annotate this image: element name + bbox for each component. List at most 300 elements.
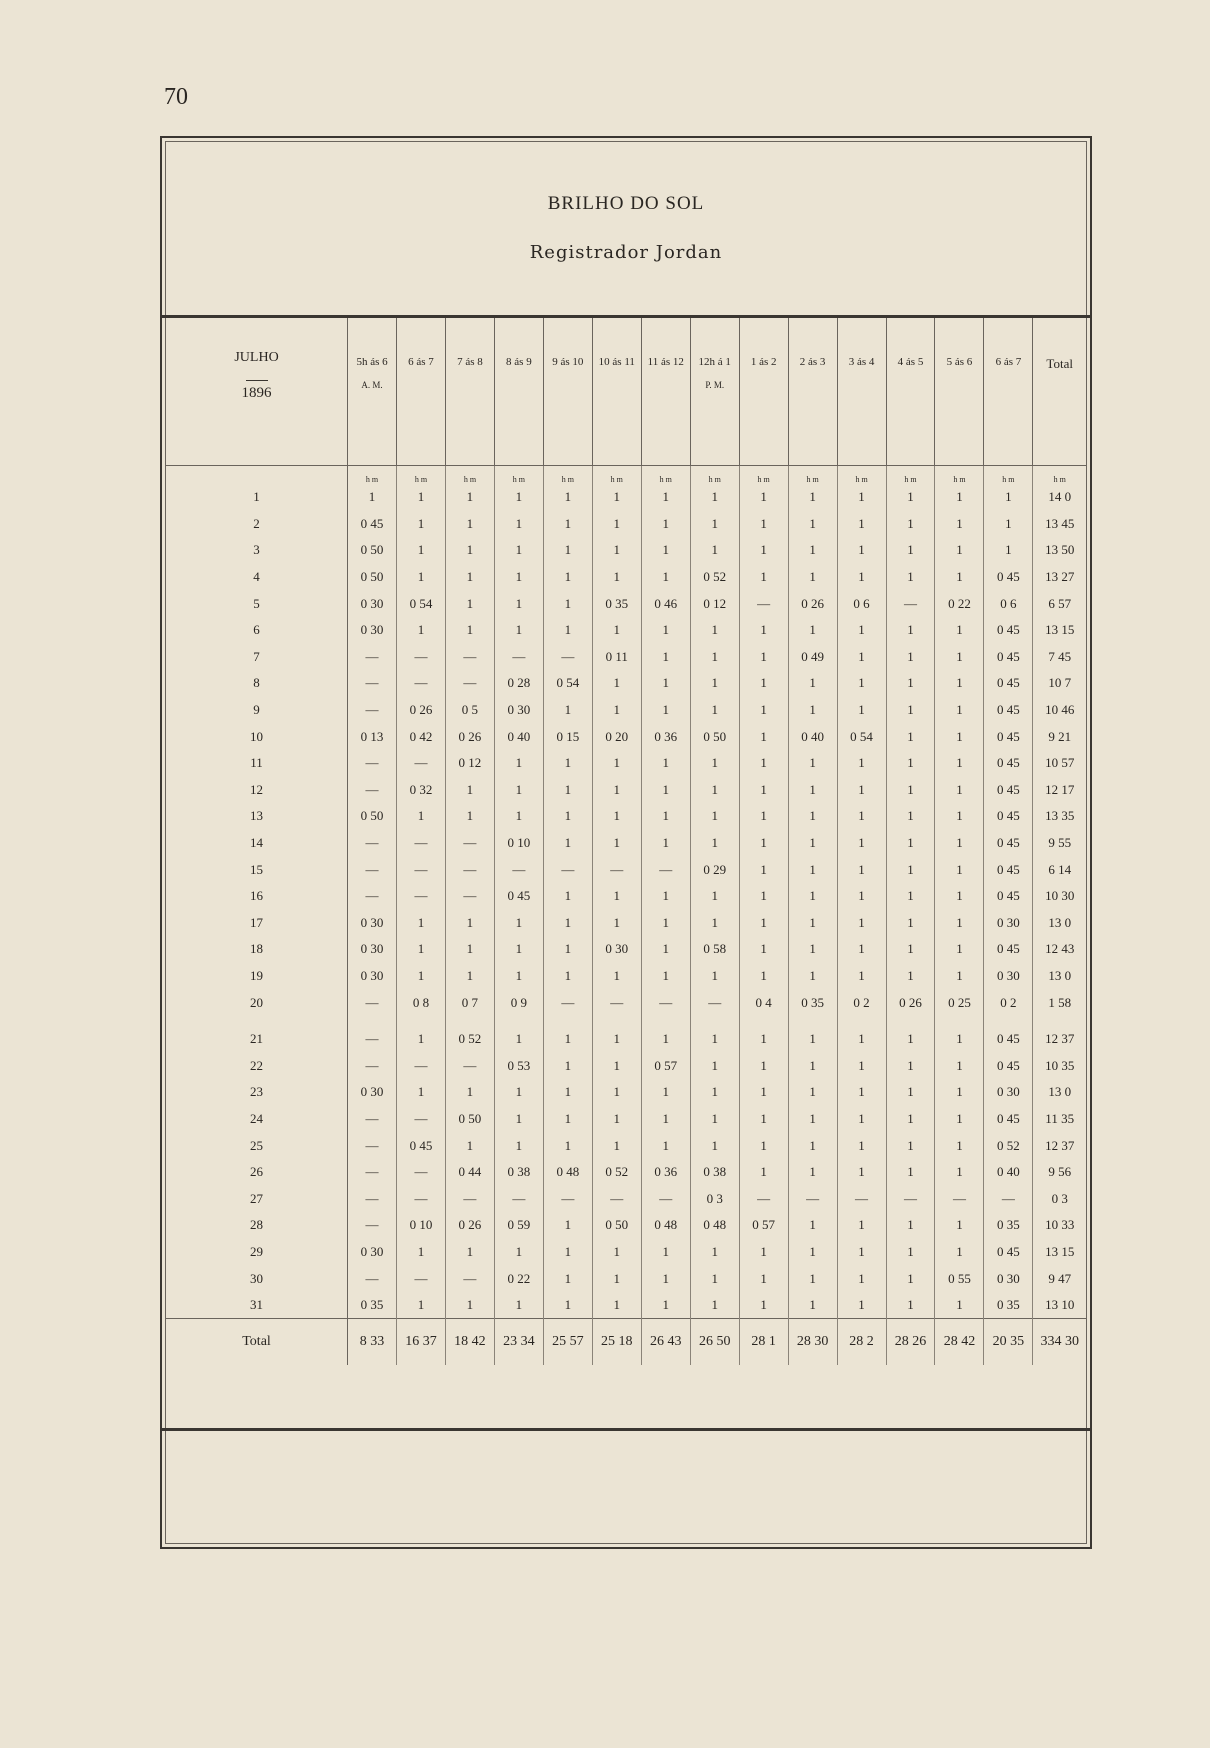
hour-cell: 1 xyxy=(690,484,739,511)
hour-cell: 0 45 xyxy=(397,1132,446,1159)
header-col-6 xyxy=(641,318,690,466)
hour-cell: 1 xyxy=(837,1159,886,1186)
gap-cell xyxy=(166,1016,348,1026)
hour-cell: 1 xyxy=(788,484,837,511)
total-cell: 25 18 xyxy=(592,1319,641,1366)
hour-cell: 0 30 xyxy=(984,1265,1033,1292)
hour-cell: 1 xyxy=(397,1239,446,1266)
hour-cell: 0 54 xyxy=(397,590,446,617)
hour-cell: 1 xyxy=(935,564,984,591)
hour-cell: 1 xyxy=(494,564,543,591)
hour-cell: 1 xyxy=(543,1079,592,1106)
hour-cell: — xyxy=(543,644,592,671)
hour-cell: 1 xyxy=(935,644,984,671)
hour-cell: 0 2 xyxy=(984,989,1033,1016)
hour-cell: 1 xyxy=(788,1052,837,1079)
hour-cell: 1 xyxy=(445,1292,494,1319)
hour-cell: 1 xyxy=(690,1052,739,1079)
gap-cell xyxy=(348,1016,397,1026)
hour-cell: 0 50 xyxy=(348,803,397,830)
hour-cell: 1 xyxy=(935,830,984,857)
hour-cell: 1 xyxy=(592,777,641,804)
day-cell: 2 xyxy=(166,511,348,538)
hour-cell: 1 xyxy=(445,803,494,830)
hour-cell: — xyxy=(348,1106,397,1133)
hour-cell: — xyxy=(348,1132,397,1159)
hour-cell: 1 xyxy=(935,617,984,644)
hour-cell: 1 xyxy=(494,1132,543,1159)
hour-cell: 1 xyxy=(445,511,494,538)
hour-cell: 1 xyxy=(739,1239,788,1266)
hour-cell: 1 xyxy=(397,511,446,538)
day-cell: 1 xyxy=(166,484,348,511)
hour-cell: 0 52 xyxy=(984,1132,1033,1159)
hour-cell: 1 xyxy=(886,856,935,883)
hour-cell: 0 6 xyxy=(837,590,886,617)
hour-cell: 0 35 xyxy=(984,1212,1033,1239)
gap-cell xyxy=(397,1016,446,1026)
hour-cell: 1 xyxy=(348,484,397,511)
row-total-cell: 10 7 xyxy=(1048,675,1072,691)
table-row xyxy=(166,777,1086,804)
hour-cell: 1 xyxy=(641,1292,690,1319)
hour-cell: 0 45 xyxy=(984,936,1033,963)
hour-cell: 0 48 xyxy=(543,1159,592,1186)
table-row xyxy=(166,989,1086,1016)
row-total-cell: 10 35 xyxy=(1045,1057,1075,1073)
hour-cell: — xyxy=(739,590,788,617)
hour-cell: 1 xyxy=(641,750,690,777)
header-col-label: 6 ás 7 xyxy=(995,356,1022,368)
hour-cell: 1 xyxy=(690,670,739,697)
hour-cell: 1 xyxy=(543,590,592,617)
hour-cell: 1 xyxy=(739,1159,788,1186)
hour-cell: 1 xyxy=(837,484,886,511)
hour-cell: 1 xyxy=(641,670,690,697)
hour-cell: 1 xyxy=(690,644,739,671)
hour-cell: 0 40 xyxy=(494,723,543,750)
hour-cell: — xyxy=(494,644,543,671)
hour-cell: 1 xyxy=(788,1239,837,1266)
hour-cell: 0 57 xyxy=(739,1212,788,1239)
units-cell: h m xyxy=(494,466,543,485)
gap-cell xyxy=(788,1016,837,1026)
hour-cell: 1 xyxy=(837,670,886,697)
hour-cell: 1 xyxy=(837,1079,886,1106)
hour-cell: 1 xyxy=(690,1026,739,1053)
hour-cell: 0 30 xyxy=(984,1079,1033,1106)
hour-cell: 1 xyxy=(886,750,935,777)
hour-cell: 1 xyxy=(788,1079,837,1106)
hour-cell: 0 36 xyxy=(641,1159,690,1186)
hour-cell: 1 xyxy=(494,484,543,511)
row-total-cell: 1 58 xyxy=(1048,994,1072,1010)
header-col-13 xyxy=(984,318,1033,466)
hour-cell: 1 xyxy=(886,777,935,804)
hour-cell: 1 xyxy=(397,936,446,963)
hour-cell: 1 xyxy=(592,830,641,857)
hour-cell: — xyxy=(445,1185,494,1212)
hour-cell: 1 xyxy=(494,537,543,564)
day-cell: 14 xyxy=(166,830,348,857)
hour-cell: 1 xyxy=(739,910,788,937)
hour-cell: 1 xyxy=(739,936,788,963)
hour-cell: 1 xyxy=(397,564,446,591)
table-row xyxy=(166,511,1086,538)
hour-cell: — xyxy=(445,830,494,857)
hour-cell: 1 xyxy=(886,484,935,511)
hour-cell: 1 xyxy=(494,1239,543,1266)
hour-cell: — xyxy=(348,777,397,804)
hour-cell: 1 xyxy=(935,670,984,697)
hour-cell: 1 xyxy=(739,1079,788,1106)
hour-cell: 1 xyxy=(592,670,641,697)
hour-cell: 1 xyxy=(690,777,739,804)
hour-cell: — xyxy=(984,1185,1033,1212)
row-total-cell: 12 43 xyxy=(1045,941,1075,957)
hour-cell: 1 xyxy=(445,777,494,804)
day-cell: 26 xyxy=(166,1159,348,1186)
header-col-label: 6 ás 7 xyxy=(408,356,434,368)
units-spacer xyxy=(166,466,348,485)
hour-cell: 0 8 xyxy=(397,989,446,1016)
hour-cell: 1 xyxy=(592,511,641,538)
hour-cell: 1 xyxy=(739,484,788,511)
table-body xyxy=(166,466,1086,1366)
hour-cell: 1 xyxy=(690,697,739,724)
hour-cell: — xyxy=(494,1185,543,1212)
hour-cell: 1 xyxy=(592,803,641,830)
hour-cell: 1 xyxy=(739,1106,788,1133)
day-cell: 22 xyxy=(166,1052,348,1079)
hour-cell: 0 29 xyxy=(690,856,739,883)
sunshine-table xyxy=(166,318,1086,1365)
hour-cell: 1 xyxy=(788,883,837,910)
hour-cell: 0 2 xyxy=(837,989,886,1016)
hour-cell: 0 30 xyxy=(984,910,1033,937)
hour-cell: 1 xyxy=(641,511,690,538)
hour-cell: 1 xyxy=(543,936,592,963)
hour-cell: 1 xyxy=(935,883,984,910)
hour-cell: 1 xyxy=(543,511,592,538)
hour-cell: 1 xyxy=(641,564,690,591)
hour-cell: 1 xyxy=(788,697,837,724)
hour-cell: 0 49 xyxy=(788,644,837,671)
hour-cell: 1 xyxy=(935,856,984,883)
table-row xyxy=(166,644,1086,671)
gap-cell xyxy=(837,1016,886,1026)
day-cell: 25 xyxy=(166,1132,348,1159)
hour-cell: — xyxy=(397,1159,446,1186)
hour-cell: 1 xyxy=(641,963,690,990)
hour-cell: 1 xyxy=(690,537,739,564)
hour-cell: 1 xyxy=(641,830,690,857)
hour-cell: 1 xyxy=(788,1132,837,1159)
day-cell: 13 xyxy=(166,803,348,830)
hour-cell: 1 xyxy=(886,803,935,830)
hour-cell: 1 xyxy=(886,1079,935,1106)
hour-cell: 1 xyxy=(886,936,935,963)
hour-cell: 1 xyxy=(641,883,690,910)
hour-cell: 0 45 xyxy=(984,1052,1033,1079)
hour-cell: 0 50 xyxy=(348,537,397,564)
hour-cell: 0 45 xyxy=(984,1106,1033,1133)
hour-cell: 0 25 xyxy=(935,989,984,1016)
hour-cell: 1 xyxy=(641,644,690,671)
hour-cell: 1 xyxy=(543,1026,592,1053)
gap-cell xyxy=(592,1016,641,1026)
hour-cell: 1 xyxy=(788,670,837,697)
hour-cell: 1 xyxy=(690,963,739,990)
hour-cell: 1 xyxy=(739,697,788,724)
header-col-11 xyxy=(886,318,935,466)
hour-cell: 1 xyxy=(837,803,886,830)
table-row xyxy=(166,963,1086,990)
hour-cell: — xyxy=(348,644,397,671)
hour-cell: 1 xyxy=(641,1079,690,1106)
hour-cell: 1 xyxy=(397,617,446,644)
hour-cell: 0 53 xyxy=(494,1052,543,1079)
hour-cell: 1 xyxy=(886,883,935,910)
hour-cell: — xyxy=(592,856,641,883)
hour-cell: 1 xyxy=(837,856,886,883)
bottom-rule xyxy=(162,1428,1090,1431)
hour-cell: 1 xyxy=(935,750,984,777)
hour-cell: — xyxy=(592,1185,641,1212)
hour-cell: 1 xyxy=(739,1265,788,1292)
hour-cell: 1 xyxy=(543,803,592,830)
hour-cell: 1 xyxy=(837,777,886,804)
hour-cell: 1 xyxy=(445,564,494,591)
hour-cell: — xyxy=(445,644,494,671)
hour-cell: 0 10 xyxy=(494,830,543,857)
row-total-cell: 10 33 xyxy=(1045,1217,1075,1233)
hour-cell: 0 30 xyxy=(348,590,397,617)
hour-cell: 0 9 xyxy=(494,989,543,1016)
day-cell: 15 xyxy=(166,856,348,883)
day-cell: 5 xyxy=(166,590,348,617)
hour-cell: — xyxy=(543,1185,592,1212)
hour-cell: — xyxy=(445,856,494,883)
header-col-label: 12h á 1 xyxy=(698,356,731,368)
table-row xyxy=(166,803,1086,830)
hour-cell: 1 xyxy=(445,936,494,963)
hour-cell: 0 3 xyxy=(690,1185,739,1212)
header-col-label: 2 ás 3 xyxy=(799,356,826,368)
hour-cell: 1 xyxy=(641,910,690,937)
total-cell: 18 42 xyxy=(445,1319,494,1366)
hour-cell: 1 xyxy=(837,644,886,671)
hour-cell: 1 xyxy=(397,803,446,830)
hour-cell: 0 52 xyxy=(592,1159,641,1186)
hour-cell: 1 xyxy=(935,1132,984,1159)
hour-cell: 1 xyxy=(494,936,543,963)
header-col-12 xyxy=(935,318,984,466)
gap-cell xyxy=(984,1016,1033,1026)
table-row xyxy=(166,1052,1086,1079)
header-col-9 xyxy=(788,318,837,466)
hour-cell: 0 26 xyxy=(397,697,446,724)
units-cell: h m xyxy=(837,466,886,485)
hour-cell: 0 12 xyxy=(690,590,739,617)
hour-cell: 1 xyxy=(445,963,494,990)
table-row xyxy=(166,537,1086,564)
hour-cell: — xyxy=(788,1185,837,1212)
hour-cell: — xyxy=(397,1185,446,1212)
hour-cell: 1 xyxy=(543,1212,592,1239)
hour-cell: 1 xyxy=(543,564,592,591)
units-cell: h m xyxy=(348,466,397,485)
hour-cell: 1 xyxy=(445,617,494,644)
hour-cell: 1 xyxy=(739,564,788,591)
total-cell: 28 30 xyxy=(788,1319,837,1366)
header-col-label: 9 ás 10 xyxy=(552,356,584,368)
units-row xyxy=(166,466,1086,485)
hour-cell: 1 xyxy=(494,590,543,617)
table-row xyxy=(166,1185,1086,1212)
hour-cell: 1 xyxy=(837,1239,886,1266)
hour-cell: 1 xyxy=(935,963,984,990)
hour-cell: 1 xyxy=(592,1026,641,1053)
table-row xyxy=(166,1132,1086,1159)
table-row xyxy=(166,1026,1086,1053)
hour-cell: 1 xyxy=(641,617,690,644)
day-cell: 29 xyxy=(166,1239,348,1266)
gap-cell xyxy=(886,1016,935,1026)
hour-cell: 1 xyxy=(592,883,641,910)
hour-cell: 1 xyxy=(739,1132,788,1159)
row-total-cell: 9 55 xyxy=(1048,835,1072,851)
hour-cell: 0 40 xyxy=(984,1159,1033,1186)
hour-cell: 0 22 xyxy=(494,1265,543,1292)
hour-cell: 0 45 xyxy=(984,644,1033,671)
table-row xyxy=(166,1106,1086,1133)
hour-cell: 1 xyxy=(739,1292,788,1319)
hour-cell: 1 xyxy=(837,1265,886,1292)
header-col-10 xyxy=(837,318,886,466)
table-row xyxy=(166,1079,1086,1106)
day-cell: 8 xyxy=(166,670,348,697)
hour-cell: 0 42 xyxy=(397,723,446,750)
hour-cell: 0 5 xyxy=(445,697,494,724)
hour-cell: 1 xyxy=(592,617,641,644)
row-total-cell: 13 0 xyxy=(1048,1084,1072,1100)
hour-cell: 0 30 xyxy=(348,617,397,644)
hour-cell: — xyxy=(543,989,592,1016)
row-total-cell: 10 57 xyxy=(1045,755,1075,771)
hour-cell: 1 xyxy=(739,856,788,883)
hour-cell: 1 xyxy=(592,537,641,564)
hour-cell: 1 xyxy=(641,484,690,511)
header-col-label: 5 ás 6 xyxy=(946,356,973,368)
hour-cell: 1 xyxy=(935,697,984,724)
header-col-label: 4 ás 5 xyxy=(897,356,924,368)
total-cell: 23 34 xyxy=(494,1319,543,1366)
day-cell: 12 xyxy=(166,777,348,804)
hour-cell: 0 26 xyxy=(788,590,837,617)
hour-cell: — xyxy=(886,1185,935,1212)
row-total-cell: 12 37 xyxy=(1045,1137,1075,1153)
hour-cell: 1 xyxy=(592,484,641,511)
units-cell: h m xyxy=(739,466,788,485)
day-cell: 9 xyxy=(166,697,348,724)
hour-cell: — xyxy=(397,830,446,857)
hour-cell: 1 xyxy=(788,511,837,538)
hour-cell: 1 xyxy=(690,1132,739,1159)
total-cell: 16 37 xyxy=(397,1319,446,1366)
hour-cell: — xyxy=(348,1185,397,1212)
hour-cell: 0 59 xyxy=(494,1212,543,1239)
gap-cell xyxy=(641,1016,690,1026)
total-cell: 20 35 xyxy=(984,1319,1033,1366)
hour-cell: 1 xyxy=(494,777,543,804)
hour-cell: 1 xyxy=(837,1132,886,1159)
hour-cell: — xyxy=(445,883,494,910)
hour-cell: 1 xyxy=(543,1239,592,1266)
hour-cell: 1 xyxy=(837,1292,886,1319)
day-cell: 17 xyxy=(166,910,348,937)
hour-cell: 1 xyxy=(935,803,984,830)
hour-cell: 1 xyxy=(494,910,543,937)
hour-cell: 1 xyxy=(935,723,984,750)
hour-cell: 0 45 xyxy=(984,750,1033,777)
hour-cell: 1 xyxy=(494,1026,543,1053)
row-total-cell: 13 15 xyxy=(1045,622,1075,638)
row-total-cell: 13 27 xyxy=(1045,569,1075,585)
hour-cell: 1 xyxy=(397,537,446,564)
hour-cell: 0 45 xyxy=(984,777,1033,804)
hour-cell: 1 xyxy=(886,564,935,591)
hour-cell: 0 45 xyxy=(984,617,1033,644)
hour-cell: 0 40 xyxy=(788,723,837,750)
hour-cell: 0 35 xyxy=(984,1292,1033,1319)
hour-cell: 1 xyxy=(543,484,592,511)
header-col-1 xyxy=(397,318,446,466)
hour-cell: — xyxy=(348,750,397,777)
gap-cell xyxy=(1033,1016,1086,1026)
hour-cell: 0 45 xyxy=(984,883,1033,910)
hour-cell: 1 xyxy=(837,1106,886,1133)
hour-cell: 1 xyxy=(397,910,446,937)
hour-cell: 0 45 xyxy=(984,856,1033,883)
hour-cell: 1 xyxy=(935,484,984,511)
table-row xyxy=(166,830,1086,857)
row-total-cell: 12 37 xyxy=(1045,1031,1075,1047)
hour-cell: 1 xyxy=(935,511,984,538)
table-row xyxy=(166,1265,1086,1292)
table-row xyxy=(166,910,1086,937)
hour-cell: 1 xyxy=(837,564,886,591)
hour-cell: — xyxy=(543,856,592,883)
day-cell: 10 xyxy=(166,723,348,750)
hour-cell: — xyxy=(397,644,446,671)
hour-cell: 1 xyxy=(935,777,984,804)
day-cell: 31 xyxy=(166,1292,348,1319)
header-col-label: 7 ás 8 xyxy=(457,356,483,368)
hour-cell: 1 xyxy=(739,1052,788,1079)
hour-cell: 1 xyxy=(690,1106,739,1133)
hour-cell: 1 xyxy=(494,963,543,990)
hour-cell: 0 58 xyxy=(690,936,739,963)
hour-cell: 1 xyxy=(690,1265,739,1292)
hour-cell: 1 xyxy=(445,590,494,617)
hour-cell: 1 xyxy=(837,910,886,937)
header-col-4 xyxy=(543,318,592,466)
hour-cell: 1 xyxy=(788,936,837,963)
hour-cell: 1 xyxy=(788,537,837,564)
hour-cell: — xyxy=(348,1212,397,1239)
hour-cell: 1 xyxy=(984,511,1033,538)
